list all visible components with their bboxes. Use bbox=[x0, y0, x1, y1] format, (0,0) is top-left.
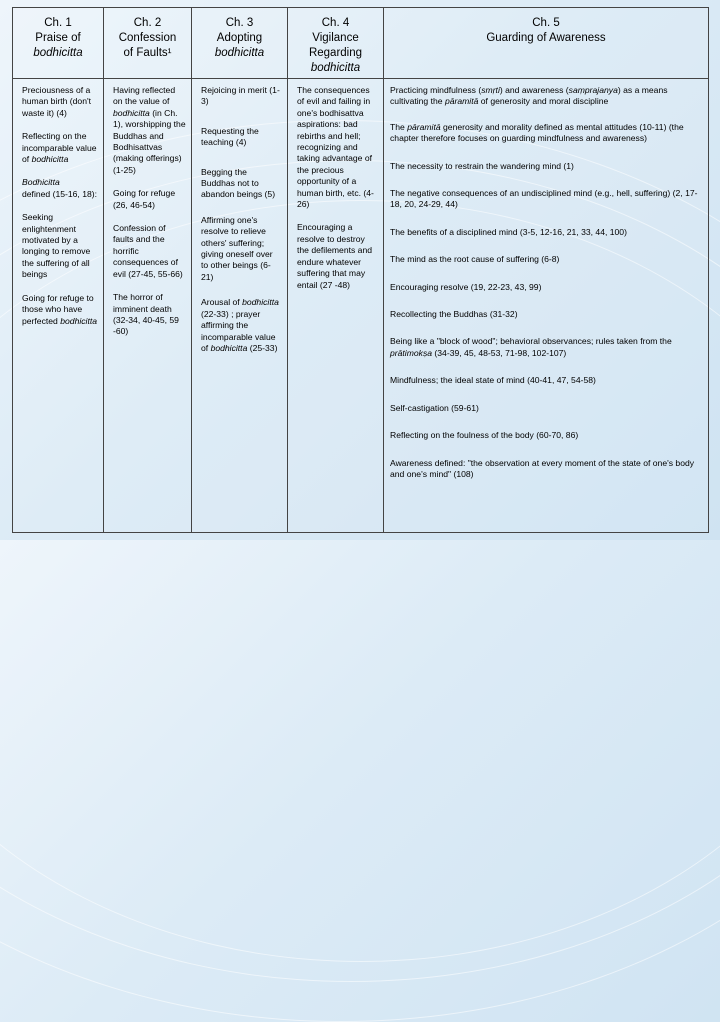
col1-item: Reflecting on the incomparable value of bodhicitta bbox=[22, 131, 97, 165]
col5-item: Practicing mindfulness (smṛti) and awareness (saṃprajanya) as a means cultivating the pāramitā of generosity and moral discipline bbox=[390, 85, 668, 107]
col5-item: The benefits of a disciplined mind (3-5, 12-16, 21, 33, 44, 100) bbox=[390, 226, 627, 237]
header-ch3-number: Ch. 3 bbox=[225, 17, 254, 29]
header-ch1-title-italic: bodhicitta bbox=[33, 47, 83, 59]
header-ch4-title: Vigilance bbox=[312, 32, 359, 44]
col3-item: Affirming one's resolve to relieve others' suffering; giving oneself over to other beings (6-21) bbox=[201, 214, 273, 282]
header-ch2 bbox=[104, 8, 192, 79]
col2-cell bbox=[104, 79, 192, 533]
header-ch3-title: Adopting bbox=[216, 32, 263, 44]
header-ch3-title-italic: bodhicitta bbox=[214, 47, 265, 59]
content-row bbox=[13, 79, 709, 533]
col1-item: Going for refuge to those who have perfected bodhicitta bbox=[22, 292, 98, 326]
header-ch2-title: Confession bbox=[118, 32, 177, 44]
col5-item: Being like a "block of wood"; behavioral observances; rules taken from the prātimokṣa (34-39, 45, 48-53, 71-98, 102-107) bbox=[390, 336, 672, 358]
col3-item: Arousal of bodhicitta (22-33) ; prayer affirming the incomparable value of bodhicitta (25-33) bbox=[201, 297, 279, 353]
col3-item: Rejoicing in merit (1-3) bbox=[201, 85, 280, 107]
col4-item: Encouraging a resolve to destroy the defilements and endure whatever suffering that may entail (27 -48) bbox=[297, 222, 373, 290]
header-ch4-title-italic: bodhicitta bbox=[310, 62, 361, 74]
col3-cell bbox=[192, 79, 288, 533]
col5-item: The negative consequences of an undisciplined mind (e.g., hell, suffering) (2, 17-18, 20, 24-29, 44) bbox=[390, 188, 698, 210]
header-ch5-number: Ch. 5 bbox=[532, 17, 560, 29]
header-ch4-title-2: Regarding bbox=[308, 47, 363, 59]
col4-item: The consequences of evil and failing in one's bodhisattva aspirations: bad rebirths and hell; recognizing and taking advantage of the precious opportunity of a human birth, etc. (4-26) bbox=[297, 85, 374, 210]
col4-cell bbox=[288, 79, 384, 533]
col1-item: Seeking enlightenment motivated by a longing to remove the suffering of all beings bbox=[22, 212, 91, 280]
col3-item: Begging the Buddhas not to abandon beings (5) bbox=[201, 166, 276, 200]
col2-item: The horror of imminent death (32-34, 40-45, 59 -60) bbox=[113, 292, 179, 337]
col5-item: The pāramitā generosity and morality defined as mental attitudes (10-11) (the chapter therefore focuses on guarding mindfulness and awareness) bbox=[390, 121, 684, 144]
header-ch2-number: Ch. 2 bbox=[133, 17, 162, 29]
header-ch1-title: Praise of bbox=[35, 32, 81, 44]
header-ch2-title-2: of Faults¹ bbox=[123, 47, 172, 59]
col2-item: Confession of faults and the horrific consequences of evil (27-45, 55-66) bbox=[113, 223, 183, 279]
col5-item: Reflecting on the foulness of the body (60-70, 86) bbox=[390, 430, 579, 441]
header-ch5 bbox=[384, 8, 709, 79]
col5-item: Mindfulness; the ideal state of mind (40-41, 47, 54-58) bbox=[390, 375, 596, 386]
header-ch5-title: Guarding of Awareness bbox=[486, 32, 606, 44]
col2-item: Going for refuge (26, 46-54) bbox=[113, 188, 176, 210]
col1-cell bbox=[13, 79, 104, 533]
col1-item: Preciousness of a human birth (don't waste it) (4) bbox=[22, 85, 91, 118]
col5-item: Awareness defined: "the observation at every moment of the state of one's body and one's mind" (108) bbox=[390, 457, 695, 479]
header-ch4 bbox=[288, 8, 384, 79]
header-ch3 bbox=[192, 8, 288, 79]
col5-item: Encouraging resolve (19, 22-23, 43, 99) bbox=[390, 281, 542, 292]
col1-item: Bodhicitta defined (15-16, 18): bbox=[22, 177, 98, 199]
header-ch1 bbox=[13, 8, 104, 79]
col5-item: Recollecting the Buddhas (31-32) bbox=[390, 309, 518, 320]
col5-cell bbox=[384, 79, 709, 533]
col2-item: Having reflected on the value of bodhicitta (in Ch. 1), worshipping the Buddhas and Bodhisattvas (making offerings) (1-25) bbox=[113, 85, 186, 175]
col5-item: Self-castigation (59-61) bbox=[390, 402, 479, 413]
col3-item: Requesting the teaching (4) bbox=[201, 125, 259, 148]
header-ch1-number: Ch. 1 bbox=[44, 17, 72, 29]
col5-item: The mind as the root cause of suffering (6-8) bbox=[390, 254, 560, 265]
col5-item: The necessity to restrain the wandering mind (1) bbox=[390, 160, 574, 171]
header-ch4-number: Ch. 4 bbox=[321, 17, 350, 29]
header-row bbox=[13, 8, 709, 79]
chapter-table bbox=[12, 7, 709, 533]
